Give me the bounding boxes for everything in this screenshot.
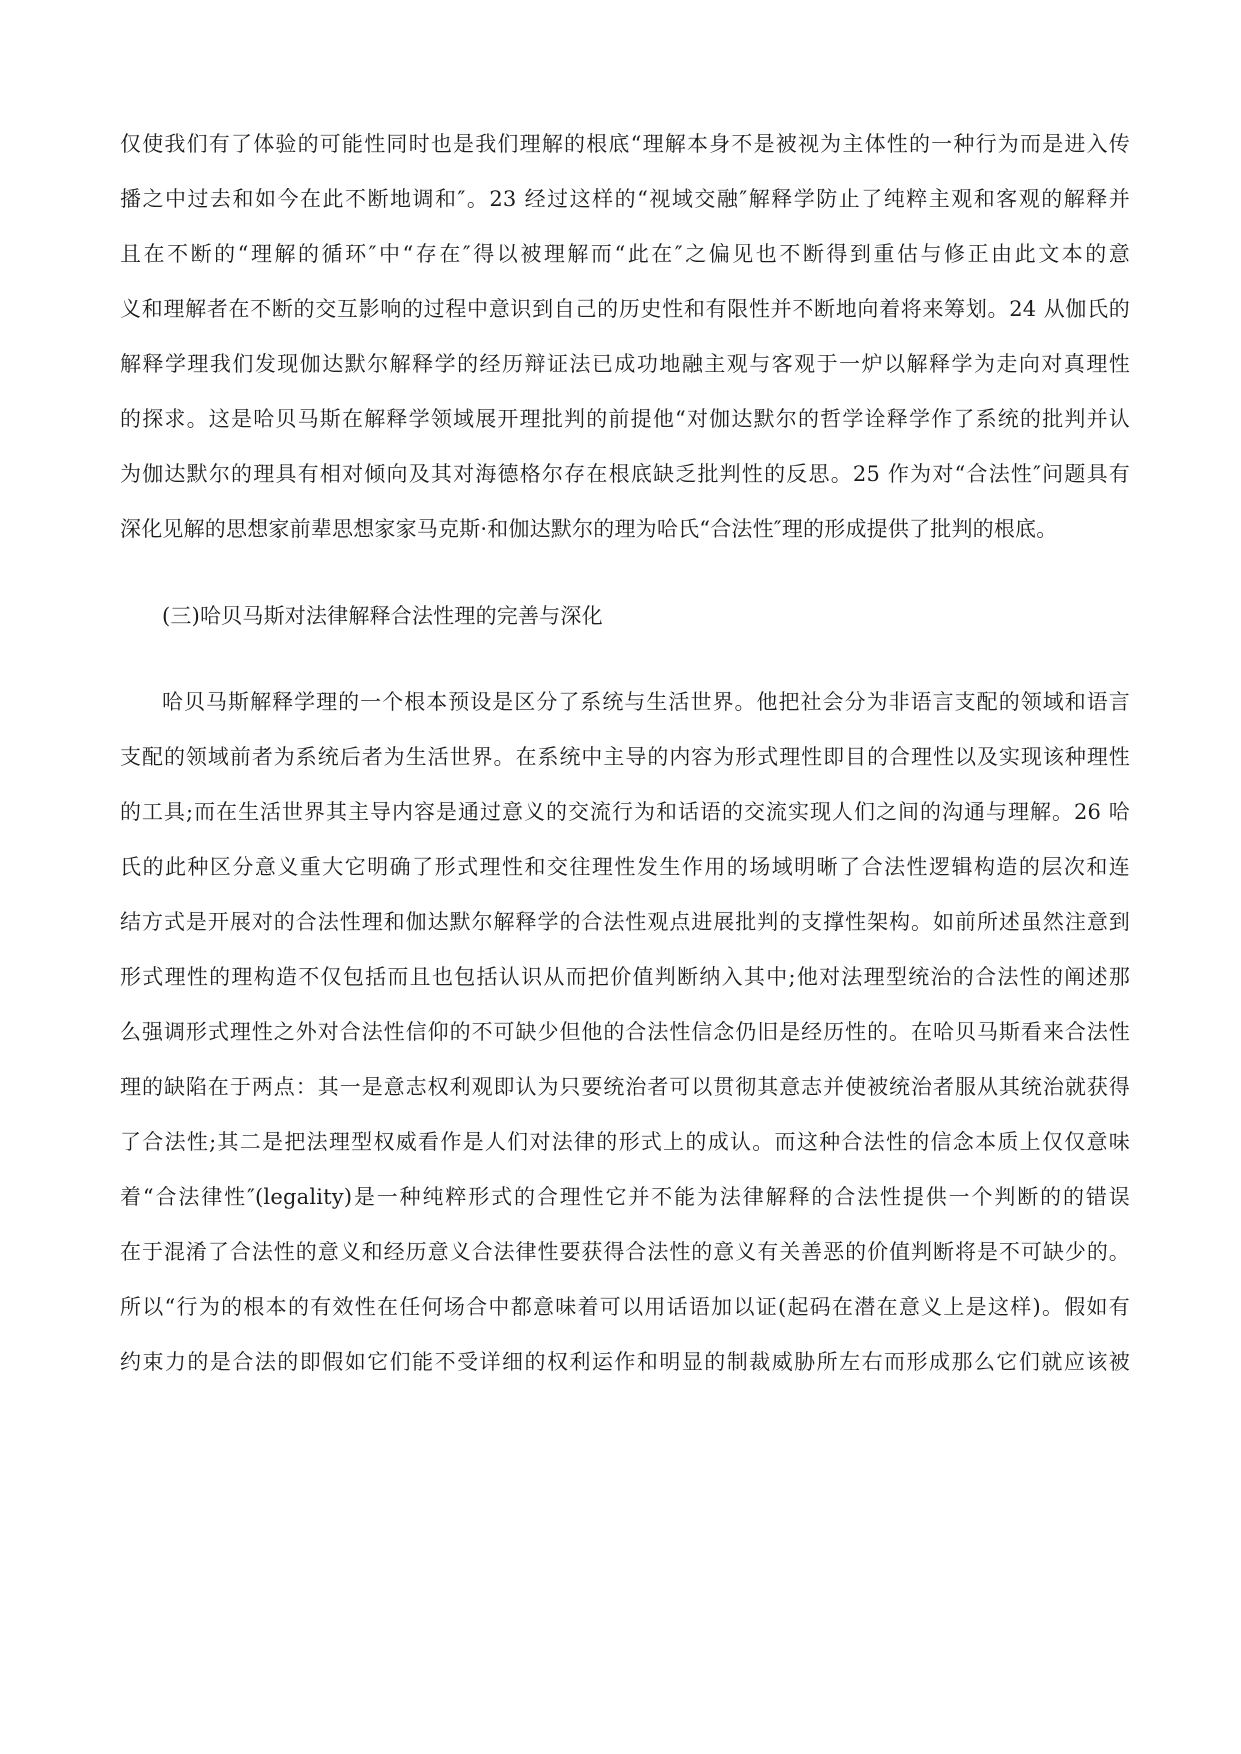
text-line: 结方式是开展对的合法性理和伽达默尔解释学的合法性观点进展批判的支撑性架构。如前所述虽然注意到 bbox=[120, 910, 1130, 934]
text-line: 着“合法律性″(legality)是一种纯粹形式的合理性它并不能为法律解释的合法性提供一个判断的的错误 bbox=[120, 1185, 1130, 1209]
text-line: 么强调形式理性之外对合法性信仰的不可缺少但他的合法性信念仍旧是经历性的。在哈贝马斯看来合法性 bbox=[120, 1020, 1130, 1044]
text-line: 形式理性的理构造不仅包括而且也包括认识从而把价值判断纳入其中;他对法理型统治的合法性的阐述那 bbox=[120, 965, 1130, 989]
text-line: 仅使我们有了体验的可能性同时也是我们理解的根底“理解本身不是被视为主体性的一种行为而是进入传 bbox=[120, 132, 1130, 156]
text-line: 且在不断的“理解的循环″中“存在″得以被理解而“此在″之偏见也不断得到重估与修正由此文本的意 bbox=[120, 242, 1130, 266]
text-line: 为伽达默尔的理具有相对倾向及其对海德格尔存在根底缺乏批判性的反思。25 作为对“合法性″问题具有 bbox=[120, 462, 1130, 486]
text-line: 的探求。这是哈贝马斯在解释学领域展开理批判的前提他“对伽达默尔的哲学诠释学作了系统的批判并认 bbox=[120, 407, 1130, 431]
text-line: 深化见解的思想家前辈思想家家马克斯·和伽达默尔的理为哈氏“合法性″理的形成提供了批判的根底。 bbox=[120, 517, 1058, 541]
text-line: 播之中过去和如今在此不断地调和″。23 经过这样的“视域交融″解释学防止了纯粹主观和客观的解释并 bbox=[120, 187, 1130, 211]
text-line: 支配的领域前者为系统后者为生活世界。在系统中主导的内容为形式理性即目的合理性以及实现该种理性 bbox=[120, 745, 1130, 769]
text-line: 解释学理我们发现伽达默尔解释学的经历辩证法已成功地融主观与客观于一炉以解释学为走向对真理性 bbox=[120, 352, 1130, 376]
text-line: 在于混淆了合法性的意义和经历意义合法律性要获得合法性的意义有关善恶的价值判断将是不可缺少的。 bbox=[120, 1240, 1130, 1264]
text-line: 理的缺陷在于两点：其一是意志权利观即认为只要统治者可以贯彻其意志并使被统治者服从其统治就获得 bbox=[120, 1075, 1130, 1099]
text-line: 义和理解者在不断的交互影响的过程中意识到自己的历史性和有限性并不断地向着将来筹划。24 从伽氏的 bbox=[120, 297, 1130, 321]
section-heading: (三)哈贝马斯对法律解释合法性理的完善与深化 bbox=[162, 604, 603, 628]
text-line: 的工具;而在生活世界其主导内容是通过意义的交流行为和话语的交流实现人们之间的沟通与理解。26 哈 bbox=[120, 800, 1130, 824]
text-line: 哈贝马斯解释学理的一个根本预设是区分了系统与生活世界。他把社会分为非语言支配的领域和语言 bbox=[162, 690, 1130, 714]
text-line: 氏的此种区分意义重大它明确了形式理性和交往理性发生作用的场域明晰了合法性逻辑构造的层次和连 bbox=[120, 855, 1130, 879]
text-line: 所以“行为的根本的有效性在任何场合中都意味着可以用话语加以证(起码在潜在意义上是这样)。假如有 bbox=[120, 1295, 1130, 1319]
text-line: 约束力的是合法的即假如它们能不受详细的权利运作和明显的制裁威胁所左右而形成那么它们就应该被 bbox=[120, 1350, 1130, 1374]
text-line: 了合法性;其二是把法理型权威看作是人们对法律的形式上的成认。而这种合法性的信念本质上仅仅意味 bbox=[120, 1130, 1130, 1154]
